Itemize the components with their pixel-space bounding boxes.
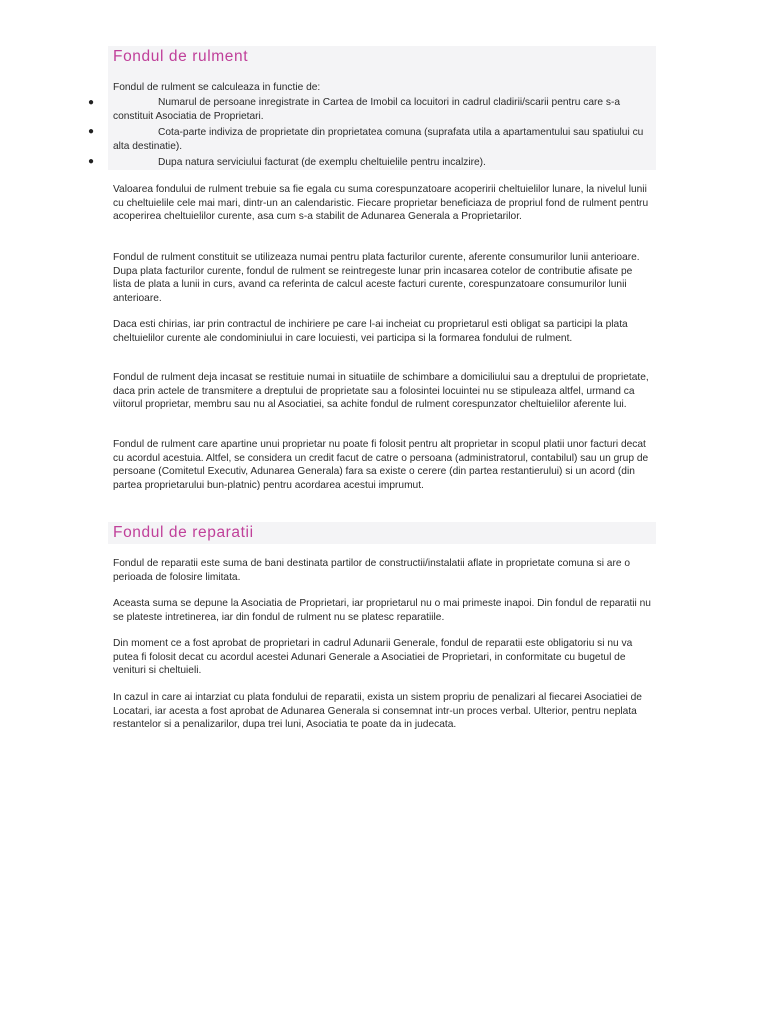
section2-title: Fondul de reparatii (113, 524, 254, 541)
bullet-icon: ● (88, 156, 95, 167)
bullet-icon: ● (88, 126, 95, 137)
section2-paragraph-3: Din moment ce a fost aprobat de proprietari in cadrul Adunarii Generale, fondul de reparatii este obligatoriu si nu va putea fi folosit decat cu acordul acestei Adunari Generale a Asociatiei de Proprietari, in conformitate cu bugetul de venituri si cheltuieli. (113, 638, 633, 677)
section1-paragraph-5: Fondul de rulment care apartine unui proprietar nu poate fi folosit pentru alt proprietar in scopul platii unor facturi decat cu acordul acestuia. Altfel, se considera un credit facut de catre o persoana (administratorul, contabilul) sau un grup de persoane (Comitetul Executiv, Adunarea Generala) fara sa existe o cerere (din partea restantierului) si un acord (din partea proprietarului bun-platnic) pentru acordarea acestui imprumut. (113, 439, 649, 491)
section1-bullet-2: Cota-parte indiviza de proprietate din proprietatea comuna (suprafata utila a apartamentului sau spatiului cu alta destinatie). (113, 127, 644, 152)
section1-paragraph-1: Valoarea fondului de rulment trebuie sa fie egala cu suma corespunzatoare acoperirii cheltuielilor lunare, la nivelul lunii cu cheltuielile cele mai mari, dintr-un an calendaristic. Fiecare proprietar beneficiaza de propriul fond de rulment pentru acoperirea cheltuielilor curente, asa cum s-a stabilit de Adunarea Generala a Proprietarilor. (113, 184, 649, 223)
section1-paragraph-3: Daca esti chirias, iar prin contractul de inchiriere pe care l-ai incheiat cu proprietarul esti obligat sa participi la plata cheltuielilor curente ale condominiului in care locuiesti, vei participa si la formarea fondului de rulment. (113, 319, 628, 344)
section2-heading-bar (108, 522, 656, 544)
section1-bullet-1: Numarul de persoane inregistrate in Cartea de Imobil ca locuitori in cadrul cladirii/scarii pentru care s-a constituit Asociatia de Proprietari. (113, 97, 621, 122)
section1-heading-bar (108, 46, 656, 68)
section2-paragraph-2: Aceasta suma se depune la Asociatia de Proprietari, iar proprietarul nu o mai primeste inapoi. Din fondul de reparatii nu se plateste intretinerea, iar din fondul de rulment nu se platesc reparatiile. (113, 598, 651, 623)
section1-paragraph-2: Fondul de rulment constituit se utilizeaza numai pentru plata facturilor curente, aferente consumurilor lunii anterioare. Dupa plata facturilor curente, fondul de rulment se reintregeste lunar prin incasarea cotelor de contributie afisate pe lista de plata a lunii in curs, avand ca referinta de calcul aceste facturi curente, corespunzatoare consumurilor lunii anterioare. (113, 252, 640, 304)
bullet-icon: ● (88, 97, 95, 108)
section1-bullet-3: Dupa natura serviciului facturat (de exemplu cheltuielile pentru incalzire). (158, 157, 486, 168)
section1-title: Fondul de rulment (113, 48, 249, 65)
section1-intro: Fondul de rulment se calculeaza in functie de: (113, 82, 321, 93)
section1-paragraph-4: Fondul de rulment deja incasat se restituie numai in situatiile de schimbare a domiciliului sau a dreptului de proprietate, daca prin actele de transmitere a dreptului de proprietate sau a folosintei locuintei nu se stipuleaza altfel, urmand ca viitorul proprietar, membru sau nu al Asociatiei, sa achite fondul de rulment corespunzator cheltuielilor aferente lui. (113, 372, 649, 411)
section2-paragraph-1: Fondul de reparatii este suma de bani destinata partilor de constructii/instalatii aflate in proprietate comuna si are o perioada de folosire limitata. (113, 558, 631, 583)
section2-paragraph-4: In cazul in care ai intarziat cu plata fondului de reparatii, exista un sistem propriu de penalizari al fiecarei Asociatiei de Locatari, iar acesta a fost aprobat de Adunarea Generala si consemnat intr-un proces verbal. Ulterior, pentru neplata restantelor si a penalizarilor, dupa trei luni, Asociatia te poate da in judecata. (113, 692, 642, 731)
